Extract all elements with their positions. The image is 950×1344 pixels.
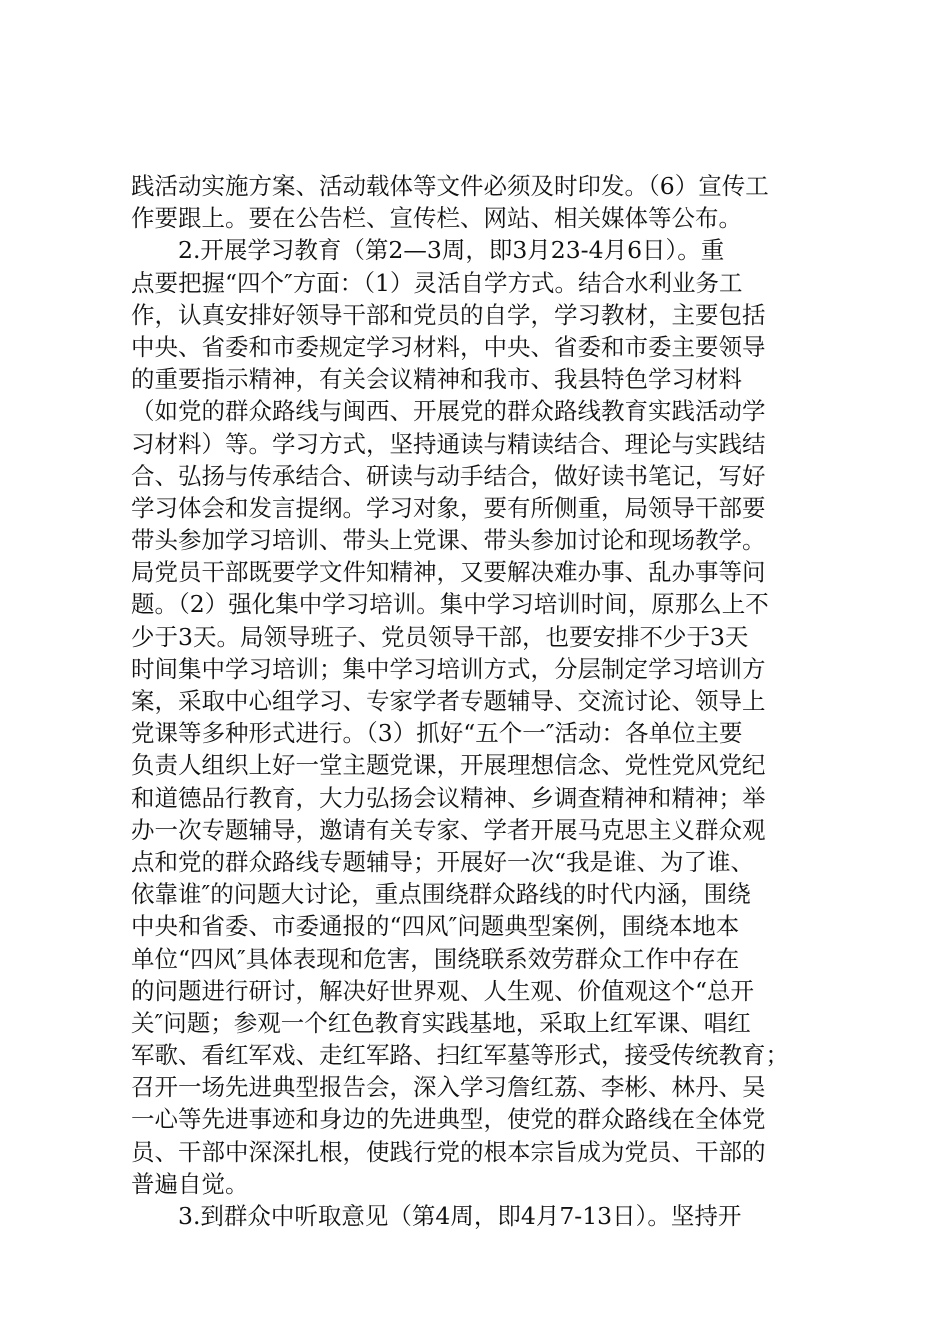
text-line: 作要跟上。要在公告栏、宣传栏、网站、相关媒体等公布。 <box>131 204 742 233</box>
text-line: 3.到群众中听取意见（第4周，即4月7-13日）。坚持开 <box>178 1202 742 1230</box>
text-line: 少于3天。局领导班子、党员领导干部，也要安排不少于3天 <box>131 622 749 651</box>
text-line: 2.开展学习教育（第2—3周，即3月23-4月6日）。重 <box>178 236 725 265</box>
text-line: 作，认真安排好领导干部和党员的自学，学习教材，主要包括 <box>131 300 766 329</box>
text-line: 员、干部中深深扎根，使践行党的根本宗旨成为党员、干部的 <box>131 1137 766 1166</box>
text-line: 普遍自觉。 <box>131 1169 249 1198</box>
text-line: 一心等先进事迹和身边的先进典型，使党的群众路线在全体党 <box>131 1105 766 1134</box>
text-line: 点和党的群众路线专题辅导；开展好一次“我是谁、为了谁、 <box>131 847 755 876</box>
text-line: 的问题进行研讨，解决好世界观、人生观、价值观这个“总开 <box>131 976 755 1005</box>
text-line: 习材料）等。学习方式，坚持通读与精读结合、理论与实践结 <box>131 429 766 458</box>
text-line: 依靠谁″的问题大讨论，重点围绕群众路线的时代内涵，围绕 <box>131 880 751 909</box>
text-line: 局党员干部既要学文件知精神，又要解决难办事、乱办事等问 <box>131 558 766 587</box>
text-line: 负责人组织上好一堂主题党课，开展理想信念、党性党风党纪 <box>131 751 766 780</box>
body-text <box>131 170 831 1232</box>
text-line: 践活动实施方案、活动载体等文件必须及时印发。（6）宣传工 <box>131 172 769 200</box>
text-line: 题。（2）强化集中学习培训。集中学习培训时间，原那么上不 <box>131 590 769 619</box>
text-line: 单位“四风″具体表现和危害，围绕联系效劳群众工作中存在 <box>131 944 740 973</box>
text-line: 中央和省委、市委通报的“四风″问题典型案例，围绕本地本 <box>131 912 740 941</box>
text-line: 关″问题；参观一个红色教育实践基地，采取上红军课、唱红 <box>131 1008 751 1037</box>
text-line: 带头参加学习培训、带头上党课、带头参加讨论和现场教学。 <box>131 526 766 555</box>
text-line: 和道德品行教育，大力弘扬会议精神、乡调查精神和精神；举 <box>131 783 766 812</box>
text-line: 案，采取中心组学习、专家学者专题辅导、交流讨论、领导上 <box>131 687 766 715</box>
text-line: 中央、省委和市委规定学习材料，中央、省委和市委主要领导 <box>131 332 766 361</box>
text-line: 党课等多种形式进行。（3）抓好“五个一″活动：各单位主要 <box>131 719 743 748</box>
text-line: 召开一场先进典型报告会，深入学习詹红荔、李彬、林丹、吴 <box>131 1073 766 1102</box>
text-line: 合、弘扬与传承结合、研读与动手结合，做好读书笔记，写好 <box>131 461 766 490</box>
text-line: 军歌、看红军戏、走红军路、扫红军墓等形式，接受传统教育； <box>131 1041 789 1070</box>
text-line: 点要把握“四个″方面：（1）灵活自学方式。结合水利业务工 <box>131 268 743 297</box>
text-line: （如党的群众路线与闽西、开展党的群众路线教育实践活动学 <box>131 397 766 426</box>
text-line: 学习体会和发言提纲。学习对象，要有所侧重，局领导干部要 <box>131 493 766 522</box>
text-line: 时间集中学习培训；集中学习培训方式，分层制定学习培训方 <box>131 654 766 683</box>
text-line: 的重要指示精神，有关会议精神和我市、我县特色学习材料 <box>131 365 742 394</box>
text-line: 办一次专题辅导，邀请有关专家、学者开展马克思主义群众观 <box>131 815 766 844</box>
